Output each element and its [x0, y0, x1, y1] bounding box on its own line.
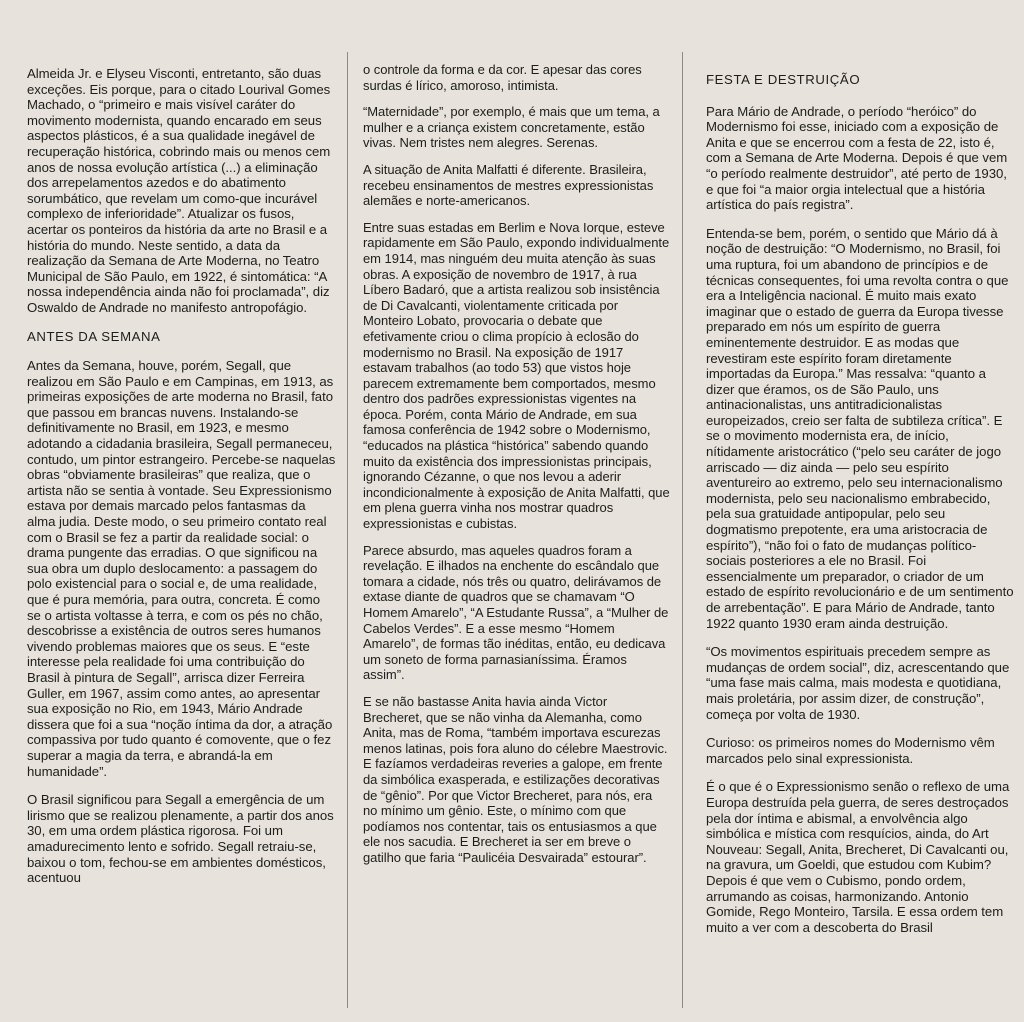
paragraph: A situação de Anita Malfatti é diferente. Brasileira, recebeu ensinamentos de mestres expressionistas alemães e norte-americanos. [363, 161, 654, 209]
paragraph: “Maternidade”, por exemplo, é mais que um tema, a mulher e a criança existem concretamente, estão vivas. Nem tristes nem alegres. Serenas. [363, 104, 660, 151]
paragraph: Curioso: os primeiros nomes do Modernismo vêm marcados pelo sinal expressionista. [706, 735, 995, 766]
section-heading: FESTA E DESTRUIÇÃO [706, 72, 861, 87]
text-column-1 [0, 0, 347, 1022]
paragraph: Parece absurdo, mas aqueles quadros foram a revelação. E ilhados na enchente do escândalo que tomara a cidade, nós três ou quatro, delirávamos de extase diante de quadros que se chamavam “O Homem Amarelo”, “A Estudante Russa”, a “Mulher de Cabelos Verdes”. E a esse mesmo “Homem Amarelo”, de formas tão inéditas, então, eu dedicava um soneto de forma parnasianíssima. Éramos assim”. [363, 542, 669, 683]
text-column-3 [682, 0, 1024, 1022]
paragraph: o controle da forma e da cor. E apesar das cores surdas é lírico, amoroso, intimista. [363, 62, 642, 93]
paragraph: “Os movimentos espirituais precedem sempre as mudanças de ordem social”, diz, acrescentando que “uma fase mais calma, mais modesta e quotidiana, mais proletária, por assim dizer, de construção”, começa por volta de 1930. [706, 644, 1010, 722]
section-heading: ANTES DA SEMANA [27, 328, 161, 344]
paragraph: É o que é o Expressionismo senão o reflexo de uma Europa destruída pela guerra, de seres destroçados pela dor íntima e abismal, a envolvência algo simbólica e mística com resquícios, ainda, do Art Nouveau: Segall, Anita, Brecheret, Di Cavalcanti ou, na gravura, um Goeldi, que estudou com Kubim? Depois é que vem o Cubismo, pondo ordem, arrumando as coisas, harmonizando. Antonio Gomide, Rego Monteiro, Tarsila. E essa ordem tem muito a ver com a descoberta do Brasil [706, 779, 1010, 935]
paragraph: Almeida Jr. e Elyseu Visconti, entretanto, são duas exceções. Eis porque, para o citado Lourival Gomes Machado, o “primeiro e mais visível caráter do movimento modernista, quando encarado em seus aspectos plásticos, é a sua qualidade inegável de recuperação histórica, cobrindo mais ou menos cem anos de nossa evolução artística (...) a eliminação dos arrepelamentos azedos e do abatimento sorumbático, que revelam um como-que incurável complexo de inferioridade”. Atualizar os fusos, acertar os ponteiros da história da arte no Brasil e a história do mundo. Neste sentido, a data da realização da Semana de Arte Moderna, no Teatro Municipal de São Paulo, em 1922, é sintomática: “A nossa independência ainda não foi proclamada”, diz Oswaldo de Andrade no manifesto antropofágio. [27, 66, 331, 315]
paragraph: Entre suas estadas em Berlim e Nova Iorque, esteve rapidamente em São Paulo, expondo individualmente em 1914, mas ninguém deu muita atenção às suas obras. A exposição de novembro de 1917, à rua Líbero Badaró, que a artista realizou sob insistência de Di Cavalcanti, violentamente criticada por Monteiro Lobato, provocaria o debate que efetivamente criou o clima propício à eclosão do modernismo no Brasil. Na exposição de 1917 estavam trabalhos (ao todo 53) que vistos hoje parecem extremamente bem comportados, mesmo dentro dos padrões expressionistas vigentes na época. Porém, conta Mário de Andrade, em sua famosa conferência de 1942 sobre o Modernismo, “educados na plástica “histórica” sabendo quando muito da existência dos impressionistas principais, ignorando Cézanne, o que nos levou a aderir incondicionalmente à exposição de Anita Malfatti, que em plena guerra vinha nos mostrar quadros expressionistas e cubistas. [363, 219, 670, 532]
paragraph: O Brasil significou para Segall a emergência de um lirismo que se realizou plenamente, a partir dos anos 30, em uma ordem plástica rigorosa. Foi um amadurecimento lento e sofrido. Segall retraiu-se, baixou o tom, fechou-se em ambientes domésticos, acentuou [27, 792, 334, 886]
paragraph: E se não bastasse Anita havia ainda Victor Brecheret, que se não vinha da Alemanha, como Anita, mas de Roma, “também importava escurezas menos latinas, pois fora aluno do célebre Maestrovic. E fazíamos verdadeiras reveries a galope, em frente da simbólica exasperada, e estilizações decorativas de “gênio”. Por que Victor Brecheret, para nós, era no mínimo um gênio. Este, o mínimo com que podíamos nos contentar, tais os entusiasmos a que ele nos sacudia. E Brecheret ia ser em breve o gatilho que faria “Paulicéia Desvairada” estourar”. [363, 693, 668, 865]
paragraph: Antes da Semana, houve, porém, Segall, que realizou em São Paulo e em Campinas, em 1913, as primeiras exposições de arte moderna no Brasil, fato que passou em brancas nuvens. Instalando-se definitivamente no Brasil, em 1923, e mesmo adotando a cidadania brasileira, Segall permaneceu, contudo, um pintor estrangeiro. Percebe-se naquelas obras “obviamente brasileiras” que realiza, que o artista não se sentia à vontade. Seu Expressionismo estava por demais marcado pelos fantasmas da alma judia. Deste modo, o seu primeiro contato real com o Brasil se fez a partir da realidade social: o drama pungente das erradias. O que significou na sua obra um duplo deslocamento: a passagem do polo existencial para o social e, de uma realidade, que é pura memória, para outra, concreta. É como se o artista voltasse à terra, e com os pés no chão, descobrisse a existência de outros seres humanos vivendo problemas maiores que os seus. E “este interesse pela realidade foi uma contribuição do Brasil à pintura de Segall”, arrisca dizer Ferreira Guller, em 1967, assim como antes, ao apresentar sua exposição no Rio, em 1943, Mário Andrade dissera que foi a sua “noção íntima da dor, a atração compassiva por tudo quanto é comovente, que o fez superar a magia da terra, e abrandá-la em humanidade”. [27, 358, 336, 779]
paragraph: Entenda-se bem, porém, o sentido que Mário dá à noção de destruição: “O Modernismo, no Brasil, foi uma ruptura, foi um abandono de princípios e de técnicas consequentes, foi uma revolta contra o que era a Inteligência nacional. É muito mais exato imaginar que o estado de guerra da Europa tivesse preparado em nós um espírito de guerra eminentemente destruidor. E as modas que revestiram este espírito foram diretamente importadas da Europa.” Mas ressalva: “quanto a dizer que éramos, os de São Paulo, uns antinacionalistas, uns antitradicionalistas europeizados, creio ser falta de subtileza crítica”. E se o movimento modernista era, de início, nítidamente aristocrático (“pelo seu caráter de jogo arriscado — diz ainda — pelo seu espírito aventureiro ao extremo, pelo seu internacionalismo modernista, pelo seu nacionalismo embrabecido, pela sua gratuidade antipopular, pelo seu dogmatismo prepotente, era uma aristocracia de espírito”), “não foi o fato de mudanças político-sociais posteriores a ele no Brasil. Foi essencialmente um preparador, o criador de um estado de espírito revolucionário e de um sentimento de arrebentação”. E para Mário de Andrade, tanto 1922 quanto 1930 eram ainda destruição. [706, 225, 1014, 631]
text-column-2 [347, 0, 682, 1022]
paragraph: Para Mário de Andrade, o período “heróico” do Modernismo foi esse, iniciado com a exposição de Anita e que se encerrou com a festa de 22, isto é, com a Semana de Arte Moderna. Depois é que vem “o período realmente destruidor”, até perto de 1930, e que foi “a maior orgia intelectual que a história artística do país registra”. [706, 103, 1008, 213]
